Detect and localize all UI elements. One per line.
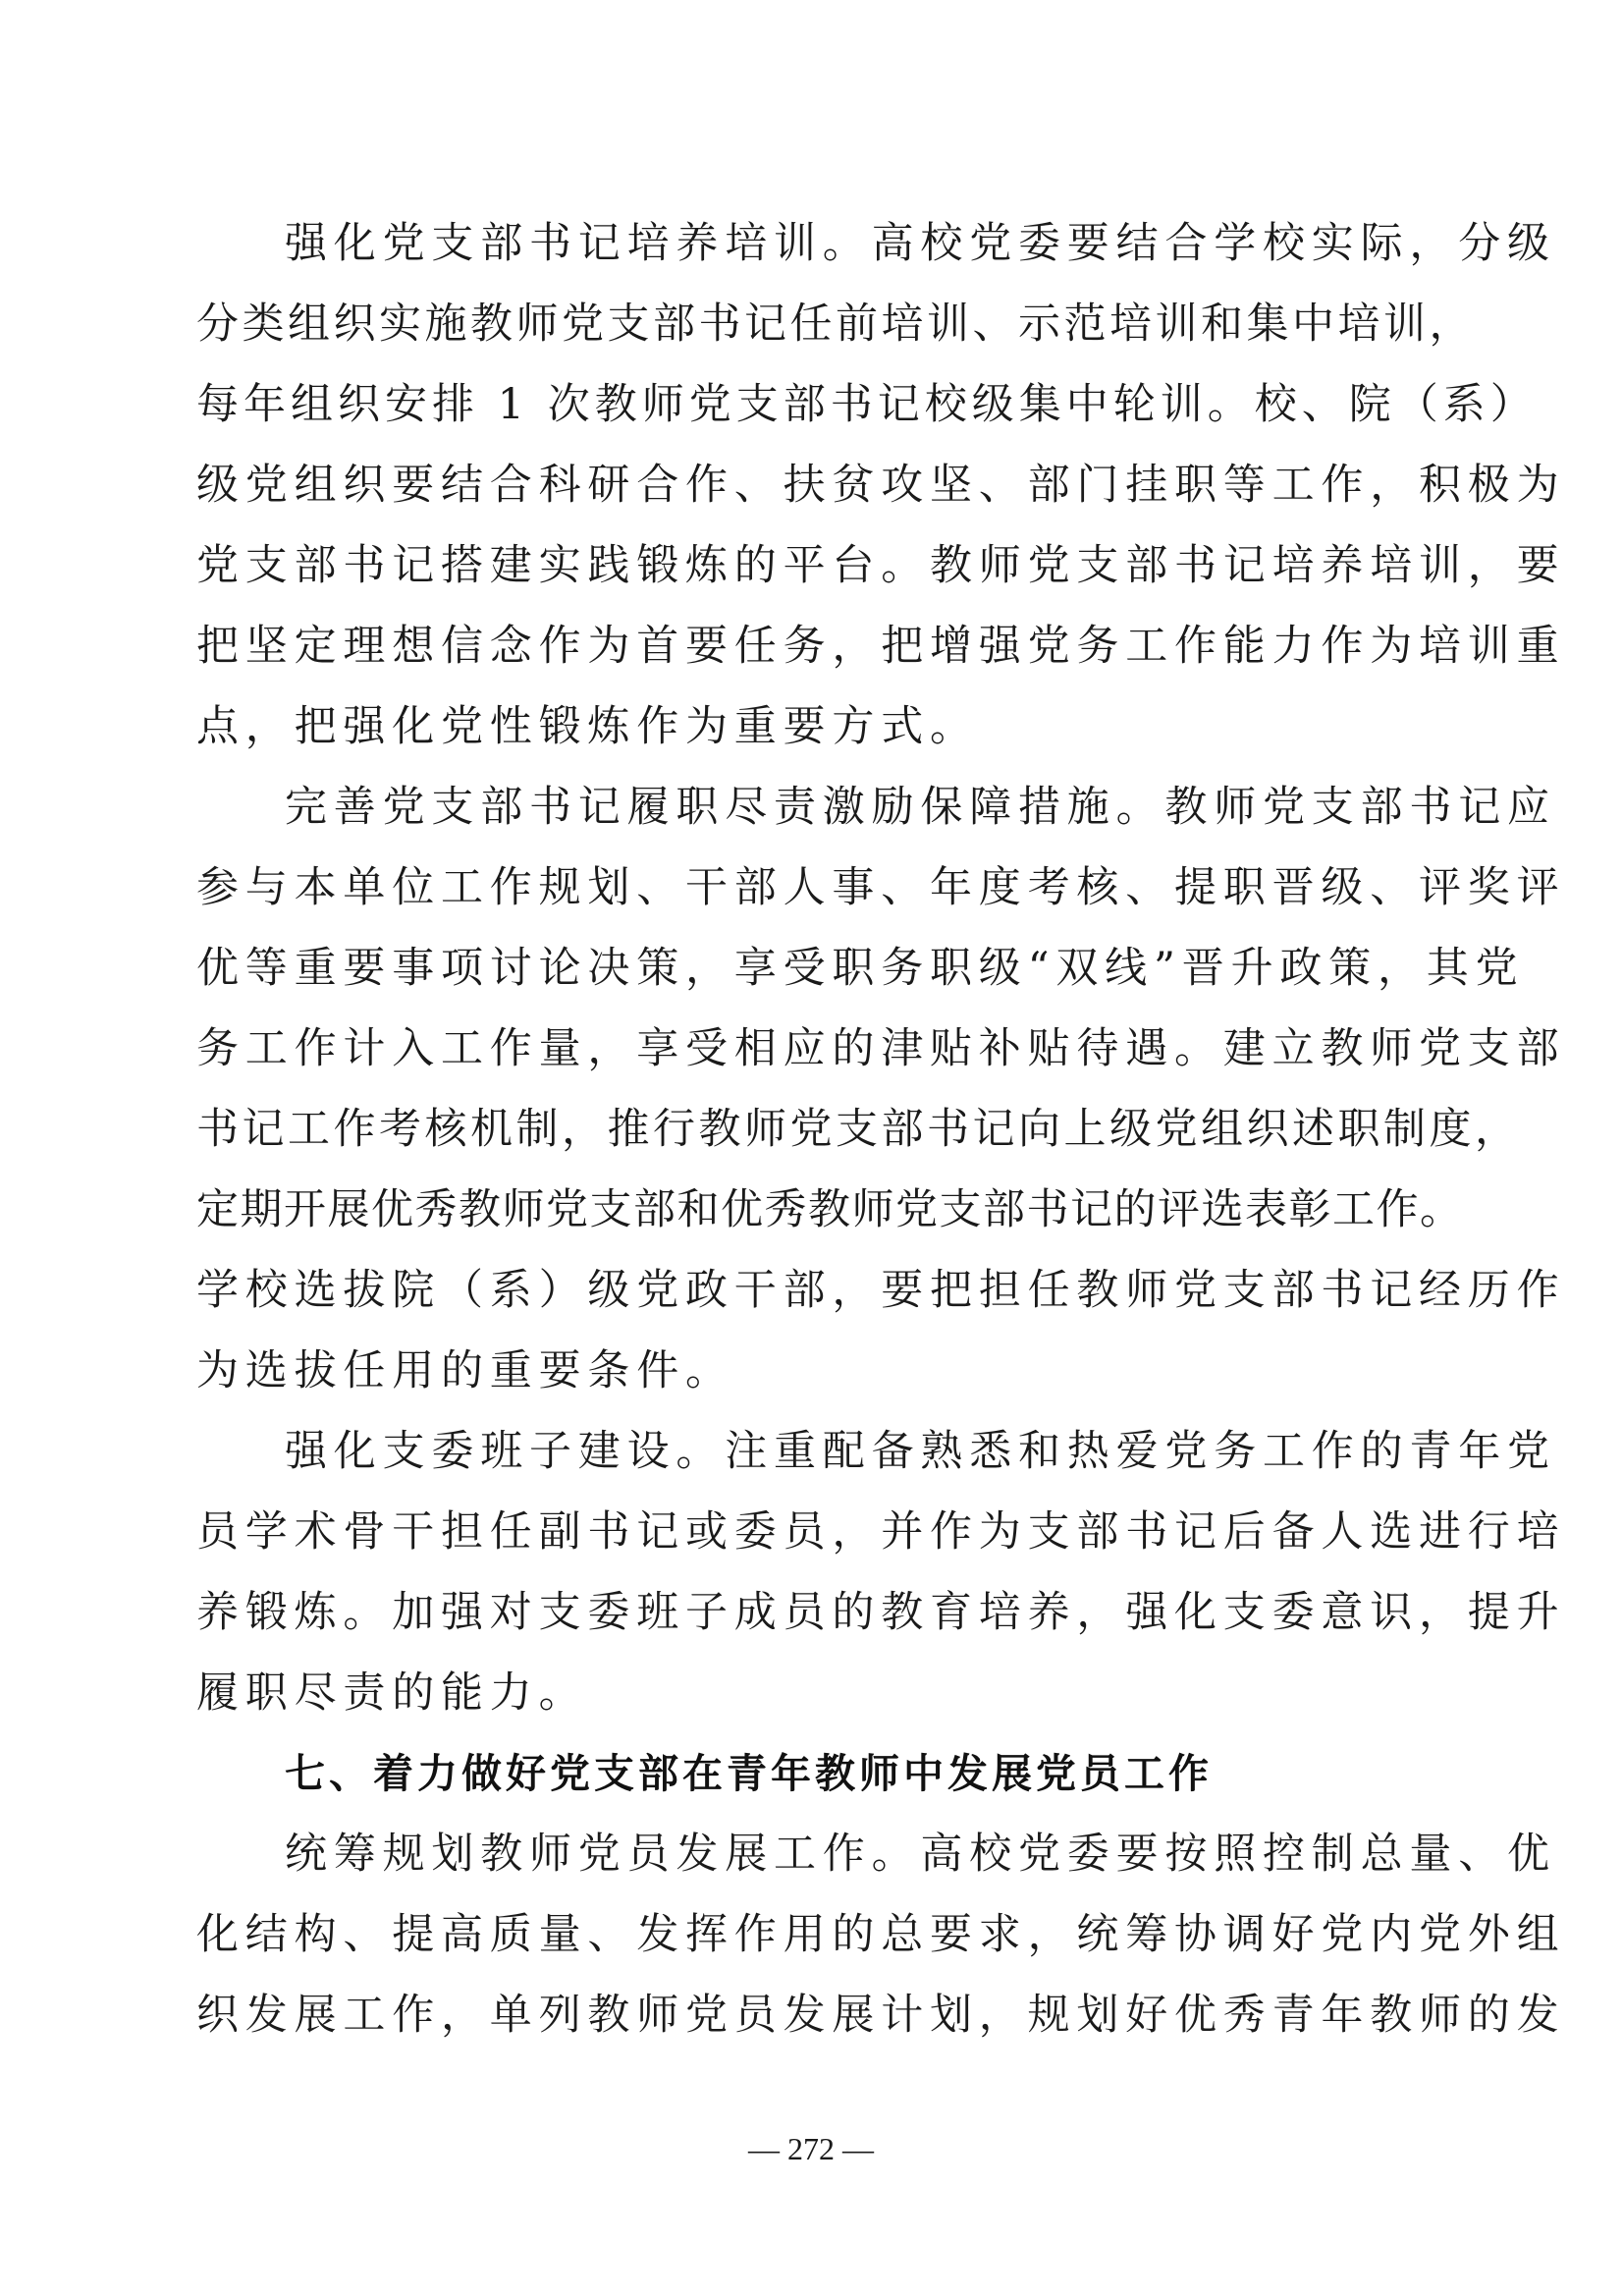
- paragraph-3-line-3: 养锻炼。加强对支委班子成员的教育培养，强化支委意识，提升: [196, 1588, 1566, 1637]
- page-number: — 272 —: [748, 2131, 874, 2166]
- paragraph-4-line-3: 织发展工作，单列教师党员发展计划，规划好优秀青年教师的发: [196, 1991, 1566, 2040]
- paragraph-2-line-2: 参与本单位工作规划、干部人事、年度考核、提职晋级、评奖评: [196, 863, 1566, 912]
- paragraph-1-line-3: 每年组织安排 1 次教师党支部书记校级集中轮训。校、院（系）: [196, 380, 1538, 429]
- paragraph-1-line-4: 级党组织要结合科研合作、扶贫攻坚、部门挂职等工作，积极为: [196, 461, 1566, 510]
- paragraph-2-line-3: 优等重要事项讨论决策，享受职务职级“双线”晋升政策，其党: [196, 944, 1525, 993]
- paragraph-3-line-2: 员学术骨干担任副书记或委员，并作为支部书记后备人选进行培: [196, 1507, 1566, 1557]
- paragraph-2-line-7: 学校选拔院（系）级党政干部，要把担任教师党支部书记经历作: [196, 1266, 1566, 1315]
- paragraph-1-line-6: 把坚定理想信念作为首要任务，把增强党务工作能力作为培训重: [196, 622, 1566, 671]
- section-heading: 七、着力做好党支部在青年教师中发展党员工作: [285, 1750, 1213, 1797]
- paragraph-4-line-1: 统筹规划教师党员发展工作。高校党委要按照控制总量、优: [285, 1830, 1556, 1879]
- paragraph-2-line-1: 完善党支部书记履职尽责激励保障措施。教师党支部书记应: [285, 783, 1556, 832]
- paragraph-1-line-2: 分类组织实施教师党支部书记任前培训、示范培训和集中培训，: [196, 300, 1475, 349]
- paragraph-4-line-2: 化结构、提高质量、发挥作用的总要求，统筹协调好党内党外组: [196, 1910, 1566, 1959]
- paragraph-2-line-4: 务工作计入工作量，享受相应的津贴补贴待遇。建立教师党支部: [196, 1024, 1566, 1073]
- paragraph-1-line-1: 强化党支部书记培养培训。高校党委要结合学校实际，分级: [285, 219, 1556, 268]
- paragraph-3-line-1: 强化支委班子建设。注重配备熟悉和热爱党务工作的青年党: [285, 1427, 1556, 1476]
- paragraph-1-line-7: 点，把强化党性锻炼作为重要方式。: [196, 702, 979, 751]
- paragraph-3-line-4: 履职尽责的能力。: [196, 1668, 588, 1718]
- paragraph-2-line-6: 定期开展优秀教师党支部和优秀教师党支部书记的评选表彰工作。: [196, 1185, 1464, 1234]
- paragraph-2-line-5: 书记工作考核机制，推行教师党支部书记向上级党组织述职制度，: [196, 1105, 1521, 1154]
- paragraph-2-line-8: 为选拔任用的重要条件。: [196, 1346, 734, 1395]
- paragraph-1-line-5: 党支部书记搭建实践锻炼的平台。教师党支部书记培养培训，要: [196, 541, 1566, 590]
